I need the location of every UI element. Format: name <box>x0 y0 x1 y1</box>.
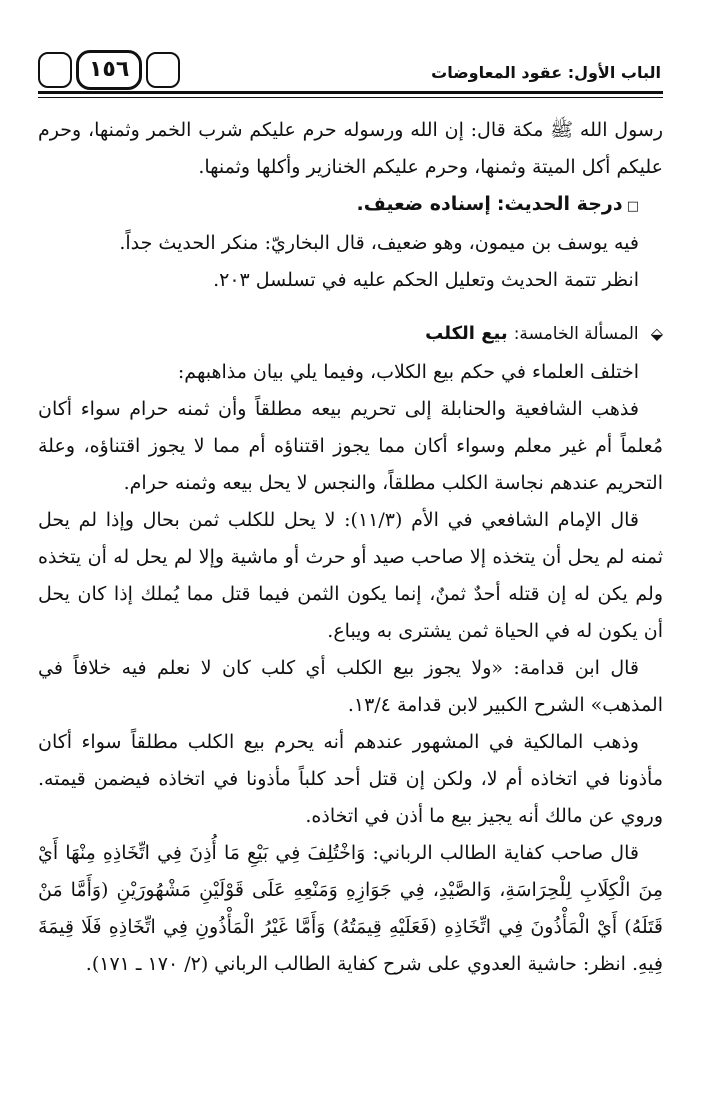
paragraph-kifaya: قال صاحب كفاية الطالب الرباني: وَاخْتُلِفَ فِي بَيْعِ مَا أُذِنَ فِي اتِّخَاذِهِ مِنْهَا أَيْ مِنَ الْكِلَابِ لِلْحِرَاسَةِ، وَالصَّيْدِ، فِي جَوَازِهِ وَمَنْعِهِ عَلَى قَوْلَيْنِ مَشْهُورَيْنِ (وَأَمَّا مَنْ قَتَلَهُ) أَيْ الْمَأْذُونَ فِي اتِّخَاذِهِ (فَعَلَيْهِ قِيمَتُهُ) وَأَمَّا غَيْرُ الْمَأْذُونِ فِي اتِّخَاذِهِ فَلَا قِيمَةَ فِيهِ. انظر: حاشية العدوي على شرح كفاية الطالب الرباني (٢/ ١٧٠ ـ ١٧١). <box>38 842 663 975</box>
page-header <box>38 40 663 90</box>
ornament-left-icon <box>146 52 180 88</box>
header-rule-thin <box>38 97 663 98</box>
square-bullet-icon <box>623 193 639 215</box>
section-heading <box>38 313 663 354</box>
paragraph-ibn-qudama: قال ابن قدامة: «ولا يجوز بيع الكلب أي كلب كان لا نعلم فيه خلافاً في المذهب» الشرح الكبير لابن قدامة ١٣/٤. <box>38 657 663 716</box>
running-title: الباب الأول: عقود المعاوضات <box>431 63 661 82</box>
paragraph-shafii-hanbali: فذهب الشافعية والحنابلة إلى تحريم بيعه مطلقاً وأن ثمنه حرام سواء أكان مُعلماً أم غير معلم وسواء أكان مما يجوز اقتناؤه أم مما لا يجوز اقتناؤه، وعلة التحريم عندهم نجاسة الكلب مطلقاً، والنجس لا يحل بيعه وثمنه حرام. <box>38 398 663 494</box>
page-body <box>38 112 663 983</box>
page-number-ornament <box>38 50 180 90</box>
section-mark-icon: ⬙ <box>650 324 663 343</box>
section-label: المسألة الخامسة: <box>513 324 639 344</box>
paragraph-hadith: رسول الله ﷺ مكة قال: إن الله ورسوله حرم عليكم شرب الخمر وثمنها، وحرم عليكم أكل الميتة وثمنها، وحرم عليكم الخنازير وأكلها وثمنها. <box>38 119 663 178</box>
paragraph-maliki: وذهب المالكية في المشهور عندهم أنه يحرم بيع الكلب مطلقاً سواء أكان مأذونا في اتخاذه أم لا، ولكن إن قتل أحد كلباً مأذونا في اتخاذه فيضمن قيمته. وروي عن مالك أنه يجيز بيع ما أذن في اتخاذه. <box>38 731 663 827</box>
paragraph-intro: اختلف العلماء في حكم بيع الكلاب، وفيما يلي بيان مذاهبهم: <box>177 361 639 383</box>
section-topic: بيع الكلب <box>425 323 508 344</box>
header-rule <box>38 91 663 94</box>
grade-value: إسناده ضعيف. <box>356 193 491 215</box>
grade-label: درجة الحديث: <box>496 193 623 215</box>
page-number: ١٥٦ <box>76 50 142 90</box>
ornament-right-icon <box>38 52 72 88</box>
paragraph-shafii-quote: قال الإمام الشافعي في الأم (١١/٣): لا يحل للكلب ثمن بحال وإذا لم يحل ثمنه لم يحل أن يتخذه إلا صاحب صيد أو حرث أو ماشية وإلا لم يحل له أن يتخذه ولم يكن له إن قتله أحدٌ ثمنٌ، إنما يكون الثمن فيما قتل مما يُملك إذا كان يحل أن يكون له في الحياة ثمن يشترى به ويباع. <box>38 509 663 642</box>
paragraph-narrator: فيه يوسف بن ميمون، وهو ضعيف، قال البخاريّ: منكر الحديث جداً. <box>119 232 639 254</box>
hadith-grade <box>38 186 663 225</box>
paragraph-reference: انظر تتمة الحديث وتعليل الحكم عليه في تسلسل ٢٠٣. <box>213 269 639 291</box>
